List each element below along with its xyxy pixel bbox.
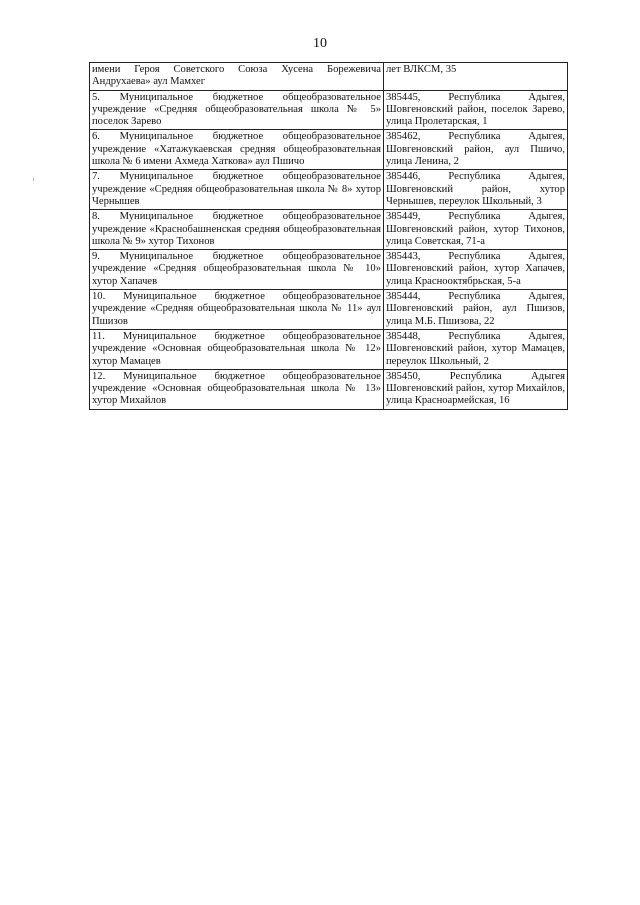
school-name-cell: 7. Муниципальное бюджетное общеобразовательное учреждение «Средняя общеобразовательная школа № 8» хутор Чернышев [90,170,384,210]
table-row [90,250,568,290]
table-row [90,369,568,409]
page-number: 10 [313,36,327,51]
school-name-cell: 8. Муниципальное бюджетное общеобразовательное учреждение «Краснобашненская средняя общеобразовательная школа № 9» хутор Тихонов [90,210,384,250]
table-row [90,130,568,170]
school-address-cell: 385443, Республика Адыгея, Шовгеновский район, хутор Хапачев, улица Краснооктябрьская, 5-а [384,250,568,290]
school-address-cell: лет ВЛКСМ, 35 [384,63,568,91]
schools-table [89,62,568,410]
school-name-cell: 6. Муниципальное бюджетное общеобразовательное учреждение «Хатажукаевская средняя общеобразовательная школа № 6 имени Ахмеда Хаткова» аул Пшичо [90,130,384,170]
school-name-cell: 12. Муниципальное бюджетное общеобразовательное учреждение «Основная общеобразовательная школа № 13» хутор Михайлов [90,369,384,409]
school-name-cell: 11. Муниципальное бюджетное общеобразовательное учреждение «Основная общеобразовательная школа № 12» хутор Мамацев [90,329,384,369]
school-name-cell: 5. Муниципальное бюджетное общеобразовательное учреждение «Средняя общеобразовательная школа № 5» поселок Зарево [90,90,384,130]
table-row [90,90,568,130]
school-address-cell: 385462, Республика Адыгея, Шовгеновский район, аул Пшичо, улица Ленина, 2 [384,130,568,170]
school-address-cell: 385449, Республика Адыгея, Шовгеновский район, хутор Тихонов, улица Советская, 71-а [384,210,568,250]
school-address-cell: 385446, Республика Адыгея, Шовгеновский район, хутор Чернышев, переулок Школьный, 3 [384,170,568,210]
table-row [90,210,568,250]
scan-mark [33,178,34,181]
table-row [90,290,568,330]
school-address-cell: 385444, Республика Адыгея, Шовгеновский район, аул Пшизов, улица М.Б. Пшизова, 22 [384,290,568,330]
school-address-cell: 385448, Республика Адыгея, Шовгеновский район, хутор Мамацев, переулок Школьный, 2 [384,329,568,369]
school-address-cell: 385445, Республика Адыгея, Шовгеновский район, поселок Зарево, улица Пролетарская, 1 [384,90,568,130]
school-name-cell: 9. Муниципальное бюджетное общеобразовательное учреждение «Средняя общеобразовательная школа № 10» хутор Хапачев [90,250,384,290]
school-address-cell: 385450, Республика Адыгея Шовгеновский район, хутор Михайлов, улица Красноармейская, 16 [384,369,568,409]
school-name-cell: 10. Муниципальное бюджетное общеобразовательное учреждение «Средняя общеобразовательная школа № 11» аул Пшизов [90,290,384,330]
school-name-cell: имени Героя Советского Союза Хусена Борежевича Андрухаева» аул Мамхег [90,63,384,91]
table-row [90,329,568,369]
table-row [90,170,568,210]
table-row [90,63,568,91]
